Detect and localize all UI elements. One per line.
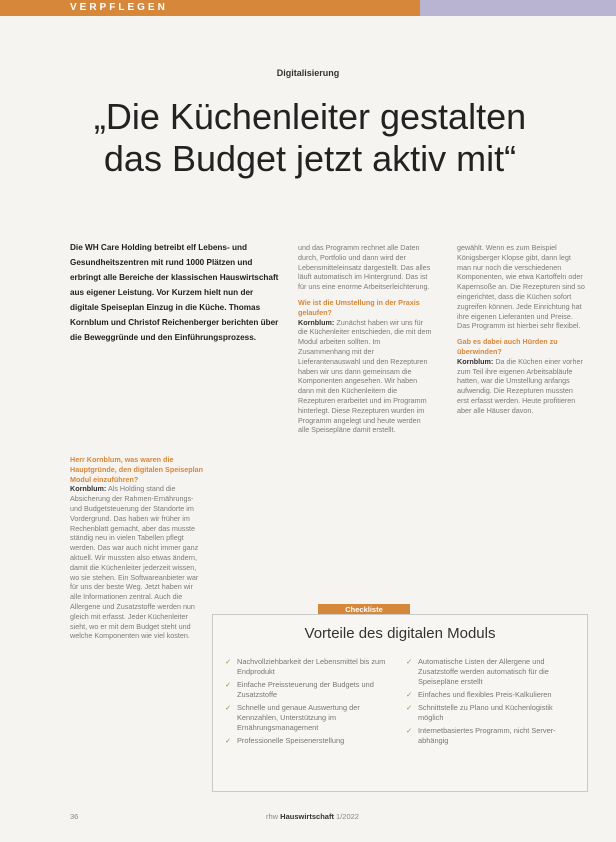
checklist-tab: Checkliste <box>318 604 410 615</box>
headline-line-1: „Die Küchenleiter gestalten <box>93 96 527 137</box>
speaker-label: Kornblum: <box>298 317 335 327</box>
publication-line: rhw Hauswirtschaft 1/2022 <box>266 812 359 821</box>
answer-paragraph <box>298 318 433 436</box>
section-bar <box>0 0 616 16</box>
checkmark-icon: ✓ <box>406 657 413 666</box>
checklist-left <box>225 657 390 749</box>
checklist-item: ✓ Einfache Preissteuerung der Budgets und Zusatzstoffe <box>225 680 374 699</box>
checkmark-icon: ✓ <box>225 680 232 689</box>
answer-text: Zunächst haben wir uns für die Küchenleiter entschieden, die mit dem Modul arbeiten sollten. Im Zusammenhang mit der Lieferantenauswahl und den Rezepturen haben wir uns dann gemeinsam die Komponenten angesehen. Wir haben dann mit den Küchenleitern die Rezepturen erarbeitet und im Programm hinterlegt. Diese Rezepturen wurden im Programm angelegt und heute werden alle Speisepläne damit erstellt. <box>298 317 432 435</box>
lilac-strip <box>420 0 616 16</box>
answer-text: Als Holding stand die Absicherung der Rahmen-Ernährungs- und Budgetsteuerung der Standorte im Vordergrund. Das haben wir früher im Rechenblatt gemacht, aber das musste ständig neu in vielen Tabellen pflegt werden. Das war auch nicht immer ganz aktuell. Wir mussten also etwas ändern, damit die Küchenleiter jederzeit wissen, wo sie stehen. Ein Softwareanbieter war für uns der beste Weg. Jetzt haben wir alle Informationen zentral. Auch die Allergene und Zusatzstoffe werden nun gleich mit erfasst. Jeder Küchenleiter sieht, wo er mit dem Budget steht und welche Komponenten wie viel kosten. <box>70 484 199 641</box>
headline <box>60 96 560 180</box>
checkmark-icon: ✓ <box>225 657 232 666</box>
checklist-item: ✓ Internetbasiertes Programm, nicht Server-abhängig <box>406 726 556 745</box>
checkmark-icon: ✓ <box>406 703 413 712</box>
checkmark-icon: ✓ <box>225 703 232 712</box>
publication-name: Hauswirtschaft <box>280 812 334 821</box>
lead-paragraph: Die WH Care Holding betreibt elf Lebens- und Gesundheitszentren mit rund 1000 Plätzen und erbringt alle Bereiche der klassischen Hauswirtschaft aus eigener Leistung. Vor Kurzem hielt nun der digitale Speiseplan Einzug in die Küche. Thomas Kornblum und Christof Reichenberger berichten über die Beweggründe und den Einführungsprozess. <box>70 243 279 342</box>
answer-paragraph <box>70 484 205 641</box>
answer-text: Da die Küchen einer vorher zum Teil ihre eigenen Arbeitsabläufe hatten, war die Umstellung anfangs aufwendig. Die Rezepturen mussten erst erfasst werden. Heute profitieren aber alle Häuser davon. <box>457 356 583 415</box>
checklist-item: ✓ Schnelle und genaue Auswertung der Kennzahlen, Unterstützung im Ernährungsmanagement <box>225 703 360 732</box>
headline-line-2: das Budget jetzt aktiv mit“ <box>103 138 517 179</box>
issue-number: 1/2022 <box>333 812 359 821</box>
intro-paragraph: gewählt. Wenn es zum Beispiel Königsberger Klopse gibt, dann legt man nur noch die verschiedenen Komponenten, wie etwa Kartoffeln oder Kapernsoße an. Die Rezepturen sind so eingerichtet, dass die Küchen sofort zugreifen können. Jede Einrichtung hat ihre eigenen Lieferanten und Preise. Das Programm ist hierbei sehr flexibel. <box>457 243 585 331</box>
column-1 <box>70 455 205 641</box>
checkmark-icon: ✓ <box>225 736 232 745</box>
checklist-title: Vorteile des digitalen Moduls <box>304 625 496 642</box>
interview-question: Herr Kornblum, was waren die Hauptgründe, den digitalen Speiseplan Modul einzuführen? <box>70 455 203 484</box>
interview-question: Wie ist die Umstellung in der Praxis gelaufen? <box>298 297 420 317</box>
interview-question: Gab es dabei auch Hürden zu überwinden? <box>457 337 558 356</box>
rubric-label: VERPFLEGEN <box>0 0 420 16</box>
answer-paragraph <box>457 357 585 416</box>
page-number: 36 <box>70 812 79 821</box>
speaker-label: Kornblum: <box>457 356 494 366</box>
checklist-right <box>406 657 576 749</box>
checklist-item: ✓ Nachvollziehbarkeit der Lebensmittel bis zum Endprodukt <box>225 657 386 676</box>
column-2 <box>298 243 433 435</box>
checkmark-icon: ✓ <box>406 690 413 699</box>
kicker: Digitalisierung <box>276 68 340 78</box>
checklist-item: ✓ Einfaches und flexibles Preis-Kalkulieren <box>406 690 552 699</box>
column-3 <box>457 243 585 416</box>
checklist-item: ✓ Schnittstelle zu Plano und Küchenlogistik möglich <box>406 703 553 722</box>
checklist-item: ✓ Professionelle Speisenerstellung <box>225 736 345 745</box>
checklist-box <box>212 614 588 792</box>
intro-paragraph: und das Programm rechnet alle Daten durch, Portfolio und dann wird der Lebensmitteleinsatz dargestellt. Das alles läuft automatisch im Hintergrund. Das ist für uns eine enorme Arbeitserleichterung. <box>298 243 431 292</box>
checklist-item: ✓ Automatische Listen der Allergene und Zusatzstoffe werden automatisch für die Speisepläne erstellt <box>406 657 549 686</box>
checkmark-icon: ✓ <box>406 726 413 735</box>
speaker-label: Kornblum: <box>70 484 107 494</box>
